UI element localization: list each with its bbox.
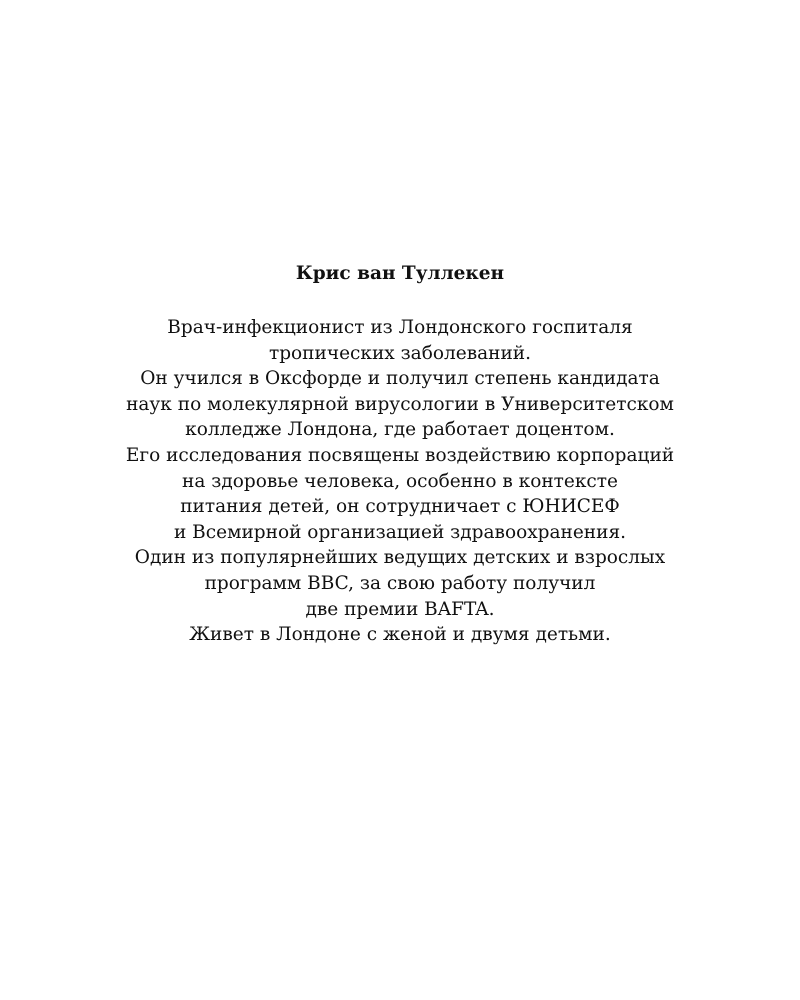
bio-line: две премии BAFTA. bbox=[305, 598, 495, 620]
bio-line: и Всемирной организацией здравоохранения. bbox=[173, 521, 627, 543]
bio-line: Один из популярнейших ведущих детских и взрослых bbox=[134, 547, 666, 569]
author-bio bbox=[0, 315, 800, 648]
bio-line: программ BBC, за свою работу получил bbox=[204, 572, 596, 594]
bio-line: наук по молекулярной вирусологии в Университетском bbox=[126, 393, 674, 415]
bio-line: тропических заболеваний. bbox=[268, 342, 532, 364]
bio-line: питания детей, он сотрудничает с ЮНИСЕФ bbox=[180, 496, 620, 518]
author-name: Крис ван Туллекен bbox=[295, 263, 505, 284]
bio-line: Живет в Лондоне с женой и двумя детьми. bbox=[189, 624, 611, 646]
bio-line: Врач-инфекционист из Лондонского госпиталя bbox=[167, 317, 633, 338]
bio-line: колледже Лондона, где работает доцентом. bbox=[185, 419, 615, 441]
bio-line: Он учился в Оксфорде и получил степень кандидата bbox=[140, 368, 660, 390]
bio-line: Его исследования посвящены воздействию корпораций bbox=[125, 444, 675, 466]
bio-line: на здоровье человека, особенно в контексте bbox=[182, 470, 618, 492]
